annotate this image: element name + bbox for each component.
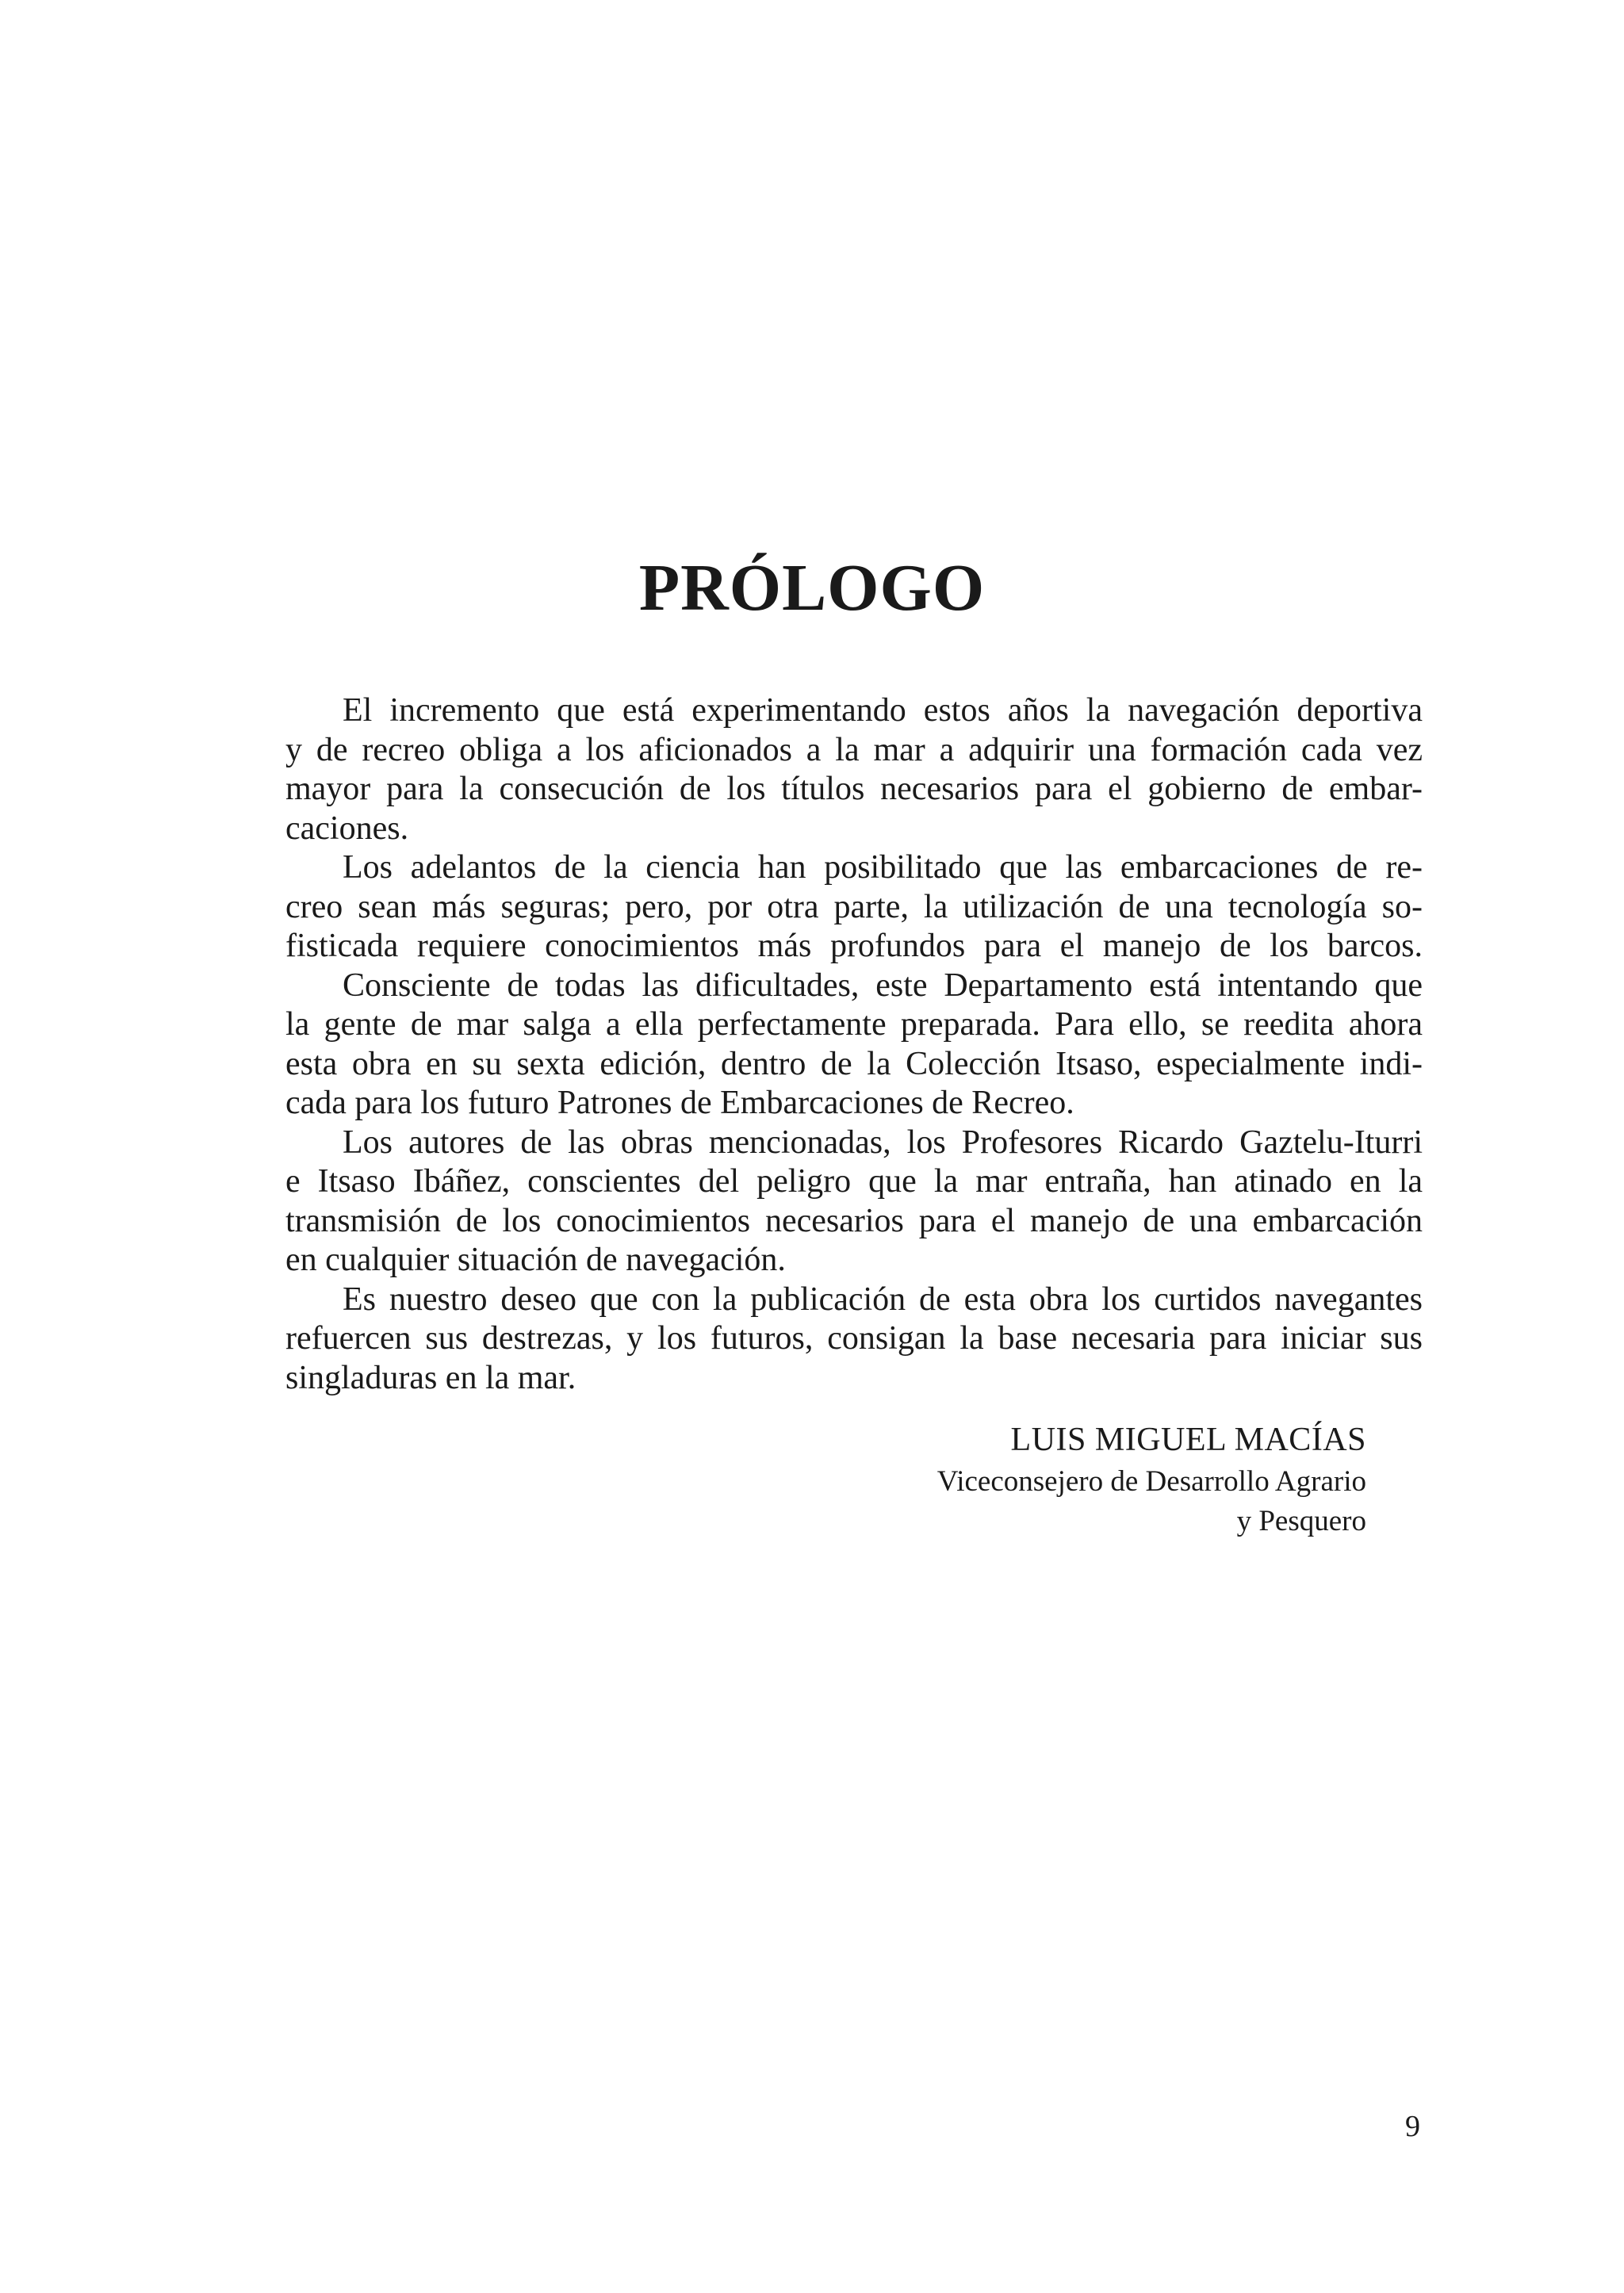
- text-line: en cualquier situación de navegación.: [285, 1242, 786, 1278]
- text-line: y de recreo obliga a los aficionados a la mar a adquirir una formación cada vez: [285, 731, 1423, 768]
- text-line: Los autores de las obras mencionadas, los Profesores Ricardo Gaztelu-Iturri: [343, 1124, 1423, 1161]
- text-line: cada para los futuro Patrones de Embarcaciones de Recreo.: [285, 1085, 1074, 1121]
- text-line: refuercen sus destrezas, y los futuros, consigan la base necesaria para iniciar sus: [285, 1320, 1423, 1357]
- text-line: Es nuestro deseo que con la publicación de esta obra los curtidos navegantes: [343, 1280, 1423, 1318]
- text-line: transmisión de los conocimientos necesarios para el manejo de una embarcación: [285, 1202, 1423, 1239]
- page-title: PRÓLOGO: [638, 551, 986, 625]
- signature-name: LUIS MIGUEL MACÍAS: [1010, 1422, 1366, 1458]
- signature-role-line-1: Viceconsejero de Desarrollo Agrario: [936, 1465, 1366, 1498]
- prologue-body: [228, 691, 1423, 1398]
- text-line: creo sean más seguras; pero, por otra parte, la utilización de una tecnología so-: [285, 888, 1423, 925]
- paragraph-3: [228, 967, 1423, 1124]
- paragraph-5: [228, 1280, 1423, 1399]
- text-line: e Itsaso Ibáñez, conscientes del peligro que la mar entraña, han atinado en la: [285, 1163, 1423, 1200]
- text-line: caciones.: [285, 810, 409, 847]
- paragraph-2: [228, 848, 1423, 967]
- paragraph-1: [228, 691, 1423, 848]
- text-line: fisticada requiere conocimientos más profundos para el manejo de los barcos.: [285, 928, 1423, 964]
- signature-block: [937, 1418, 1366, 1541]
- text-line: la gente de mar salga a ella perfectamente preparada. Para ello, se reedita ahora: [285, 1006, 1423, 1043]
- text-line: Consciente de todas las dificultades, este Departamento está intentando que: [343, 967, 1423, 1004]
- text-line: mayor para la consecución de los títulos necesarios para el gobierno de embar-: [285, 771, 1423, 807]
- text-line: esta obra en su sexta edición, dentro de la Colección Itsaso, especialmente indi-: [285, 1045, 1423, 1082]
- text-line: El incremento que está experimentando estos años la navegación deportiva: [343, 692, 1423, 729]
- paragraph-4: [228, 1124, 1423, 1280]
- text-line: Los adelantos de la ciencia han posibilitado que las embarcaciones de re-: [343, 849, 1423, 886]
- signature-role-line-2: y Pesquero: [1236, 1505, 1366, 1537]
- text-line: singladuras en la mar.: [285, 1359, 576, 1396]
- page-number: 9: [1405, 2110, 1420, 2143]
